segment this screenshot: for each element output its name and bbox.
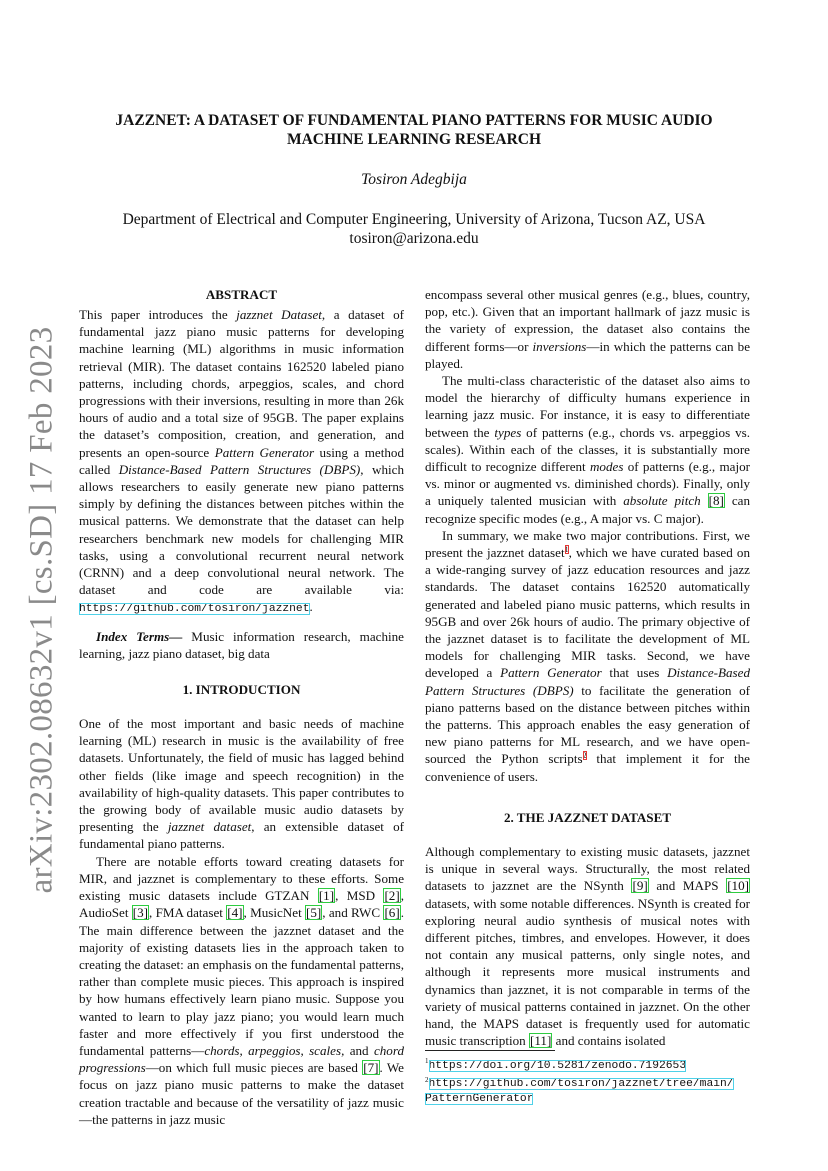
intro-paragraph-2: There are notable efforts toward creating datasets for MIR, and jazznet is complementary to these efforts. Some existing music datasets include GTZAN [1], MSD [2], AudioSet [3], FMA dataset [4], MusicNet [5], and RWC [6]. The main difference between the jazznet dataset and the majority of existing datasets lies in the approach taken to creating the dataset: an emphasis on the fundamental patterns, rather than complete music pieces. This approach is inspired by how humans effectively learn piano music. Suppose you wanted to learn to play jazz piano; you would learn much faster and more effectively if you first understood the fundamental patterns—chords, arpeggios, scales, and chord progressions—on which full music pieces are based [7]. We focus on jazz piano music patterns to make the dataset creation tractable and because of the versatility of jazz music—the patterns in jazz music (79, 853, 404, 1127)
right-paragraph-2: The multi-class characteristic of the dataset also aims to model the hierarchy of difficulty humans experience in learning jazz music. For instance, it is easy to differentiate between the types of patterns (e.g., chords vs. arpeggios vs. scales). Within each of the classes, it is substantially more difficult to recognize different modes of patterns (e.g., major vs. minor or augmented vs. diminished chords). Finally, only a uniquely talented musician with absolute pitch [8] can recognize specific modes (e.g., A major vs. C major). (425, 373, 750, 526)
abstract-heading: ABSTRACT (205, 287, 278, 302)
section-2-paragraph: Although complementary to existing music datasets, jazznet is unique in several ways. Structurally, the most related datasets to jazznet are the NSynth [9] and MAPS [10] datasets, with some notable differences. NSynth is created for exploring neural audio synthesis of musical notes with different pitches, timbres, and envelopes. However, it does not contain any musical patterns, only single notes, and although it represents more musical instruments and dynamics than jazznet, it is not comparable in terms of the variety of musical patterns contained in jazznet. On the other hand, the MAPS dataset is frequently used for automatic music transcription [11] and contains isolated (425, 843, 750, 1049)
footnote-divider (425, 1050, 555, 1051)
affiliation-email: tosiron@arizona.edu (349, 230, 479, 247)
citation-link[interactable]: [11] (530, 1033, 552, 1049)
citation-link[interactable]: [8] (708, 493, 724, 509)
footnote-2: $^2$https://github.com/tosiron/jazznet/tree/main/ PatternGenerator (425, 1075, 734, 1106)
affiliation-department: Department of Electrical and Computer Engineering, University of Arizona, Tucson AZ, USA (122, 211, 706, 228)
citation-link[interactable]: [1] (318, 888, 335, 904)
right-paragraph-3: In summary, we make two major contributions. First, we present the jazznet dataset$^1$, which we have curated based on a wide-ranging survey of jazz education resources and jazz standards. The dataset contains 162520 automatically generated and labeled piano music patterns, which results in 95GB and over 26k hours of audio. The primary objective of the jazznet dataset is to facilitate the development of ML models for challenging MIR tasks. Second, we have developed a Pattern Generator that uses Distance-Based Pattern Structures (DBPS) to facilitate the generation of piano patterns based on the distance between pitches within the patterns. This approach enables the easy generation of new piano patterns for ML research, and we have open-sourced the Python scripts$^2$ that implement it for the convenience of users. (425, 527, 750, 784)
citation-link[interactable]: [9] (632, 878, 648, 894)
citation-link[interactable]: [5] (306, 905, 322, 921)
pattern-generator-link[interactable]: https://github.com/tosiron/jazznet/tree/main/ (428, 1078, 734, 1091)
right-paragraph-1: encompass several other musical genres (e.g., blues, country, pop, etc.). Given that an important hallmark of jazz music is the variety of expression, the dataset also contains the different forms—or inversions—in which the patterns can be played. (425, 287, 751, 371)
affiliation (80, 210, 748, 248)
footnote-marker[interactable]: 1 (564, 544, 569, 554)
citation-link[interactable]: [10] (727, 878, 750, 894)
left-column (79, 286, 404, 1128)
author-name: Tosiron Adegbija (361, 171, 467, 188)
arxiv-stamp: arXiv:2302.08632v1 [cs.SD] 17 Feb 2023 (23, 326, 60, 894)
intro-heading: 1. INTRODUCTION (182, 682, 301, 698)
abstract-text: This paper introduces the jazznet Dataset, a dataset of fundamental jazz piano music patterns for developing machine learning (ML) algorithms in music information retrieval (MIR). The dataset contains 162520 labeled piano patterns, including chords, arpeggios, scales, and chord progressions with their inversions, resulting in more than 26k hours of audio and a total size of 95GB. The paper explains the dataset’s composition, creation, and generation, and presents an open-source Pattern Generator using a method called Distance-Based Pattern Structures (DBPS), which allows researchers to easily generate new piano patterns simply by defining the distances between pitches within the musical patterns. We demonstrate that the dataset can help researchers benchmark new models for challenging MIR tasks, using a convolutional recurrent neural network (CRNN) and a deep convolutional neural network. The dataset and code are available via: https://github.com/tosiron/jazznet. (79, 307, 404, 616)
zenodo-link[interactable]: https://doi.org/10.5281/zenodo.7192653 (428, 1059, 687, 1072)
footnotes (425, 1050, 755, 1106)
citation-link[interactable]: [3] (132, 905, 149, 921)
section-2-heading: 2. THE JAZZNET DATASET (503, 809, 672, 825)
index-terms: Index Terms— Music information research, machine learning, jazz piano dataset, big data (79, 628, 404, 661)
citation-link[interactable]: [7] (363, 1060, 379, 1076)
pattern-generator-link-cont[interactable]: PatternGenerator (425, 1093, 534, 1106)
intro-paragraph-1: One of the most important and basic needs of machine learning (ML) research in music is the availability of free datasets. Unfortunately, the field of music has lagged behind other fields (like image and speech recognition) in the availability of high-quality datasets. This paper contributes to the growing body of available music audio datasets by presenting the jazznet dataset, an extensible dataset of fundamental piano patterns. (79, 716, 404, 852)
footnote-1: $^1$https://doi.org/10.5281/zenodo.7192653 (425, 1057, 687, 1072)
right-column (425, 286, 750, 1049)
paper-title: JAZZNET: A DATASET OF FUNDAMENTAL PIANO PATTERNS FOR MUSIC AUDIO MACHINE LEARNING RESEARCH (115, 112, 713, 148)
footnote-marker[interactable]: 2 (582, 751, 587, 761)
citation-link[interactable]: [6] (384, 905, 400, 921)
github-link[interactable]: https://github.com/tosiron/jazznet (79, 603, 310, 616)
citation-link[interactable]: [2] (384, 888, 400, 904)
citation-link[interactable]: [4] (227, 905, 243, 921)
